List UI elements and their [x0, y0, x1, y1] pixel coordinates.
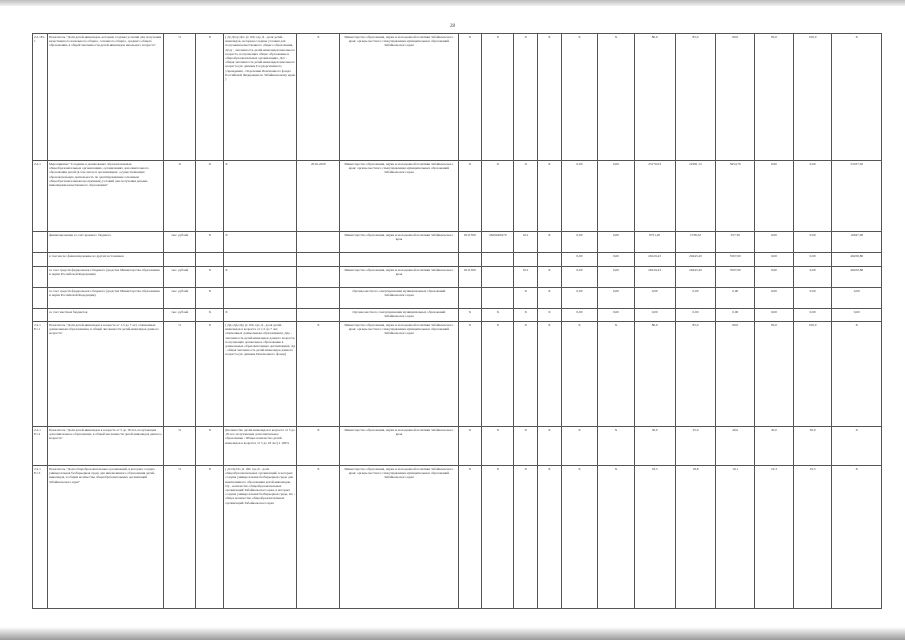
cell-formula: ( Д=Дсоу/Дсо )x 100, где Д - доля детей-инвалидов, которым созданы условия для получения качественного общего образования, Дсоу - численность детей-инвалидов школьного возраста, получающих общее образование в общеобразовательных организациях, Дсо - общая численность детей-инвалидов школьного возраста (по данным Государственного учреждения - Отделения Пенсионного фонда Российской Федерации по Забайкальскому краю ) — [224, 34, 297, 161]
cell-c11: X — [538, 267, 562, 288]
table-row — [33, 288, 882, 309]
cell-c8: 0211500 — [458, 232, 482, 253]
cell-code — [33, 309, 48, 322]
cell-c4: X — [196, 288, 224, 309]
cell-executor: Министерство образования, науки и молодежной политики Забайкальского края — [340, 427, 458, 466]
cell-c8: X — [458, 161, 482, 232]
cell-formula — [224, 288, 297, 309]
cell-c10 — [514, 253, 538, 267]
cell-v4: 0,00 — [755, 232, 794, 253]
cell-total: 10647,09 — [832, 232, 882, 253]
cell-c4 — [196, 253, 224, 267]
cell-name: за счет средств федерального бюджета (средства Министерства образования и науки Российской Федерации) — [48, 288, 164, 309]
cell-c4: X — [196, 267, 224, 288]
cell-c8: X — [458, 322, 482, 427]
cell-c11: X — [538, 309, 562, 322]
cell-c12: 0,00 — [561, 309, 598, 322]
cell-c8 — [458, 288, 482, 309]
cell-c9: X — [482, 161, 514, 232]
cell-v4: 0,00 — [755, 253, 794, 267]
cell-c10: X — [514, 34, 538, 161]
cell-c13: 0,00 — [598, 161, 635, 232]
cell-total: 0,00 — [832, 288, 882, 309]
cell-code: 2.2.1 E1.3 — [33, 466, 48, 609]
cell-c10: X — [514, 427, 538, 466]
cell-period — [297, 267, 340, 288]
cell-c11: X — [538, 34, 562, 161]
cell-formula: X — [224, 161, 297, 232]
cell-v3: 0,00 — [716, 309, 755, 322]
cell-c4: X — [196, 466, 224, 609]
cell-unit: X — [164, 161, 196, 232]
cell-executor: Министерство образования, науки и молодежной политики Забайкальского края; органы местного самоуправления муниципальных образований Забайкальского края — [340, 161, 458, 232]
cell-executor: Министерство образования, науки и молодежной политики Забайкальского края — [340, 267, 458, 288]
table-row — [33, 161, 882, 232]
cell-v5: 0,00 — [793, 309, 832, 322]
cell-name: за счет средств федерального бюджета (средства Министерства образования и науки Российской Федерации) — [48, 267, 164, 288]
cell-c9: X — [482, 309, 514, 322]
cell-c8: X — [458, 427, 482, 466]
cell-v1: 0,00 — [634, 288, 675, 309]
table-row — [33, 267, 882, 288]
cell-v4: 95,0 — [755, 34, 794, 161]
page-number: 28 — [450, 24, 455, 29]
cell-v2: 21981,72 — [675, 161, 716, 232]
cell-v1: 26419,43 — [634, 267, 675, 288]
cell-c4: X — [196, 34, 224, 161]
cell-v4: 0,00 — [755, 288, 794, 309]
cell-c12: 0,00 — [561, 267, 598, 288]
cell-v5: 0,00 — [793, 161, 832, 232]
cell-unit: тыс. рублей — [164, 309, 196, 322]
cell-v3: 0,00 — [716, 288, 755, 309]
cell-c12: X — [561, 322, 598, 427]
cell-executor: Министерство образования, науки и молодежной политики Забайкальского края; органы местного самоуправления муниципальных образований Забайкальского края — [340, 322, 458, 427]
cell-c4: X — [196, 232, 224, 253]
table-row — [33, 322, 882, 427]
cell-code — [33, 253, 48, 267]
cell-v4: 0,00 — [755, 161, 794, 232]
cell-total: 46459,86 — [832, 253, 882, 267]
cell-executor: Министерство образования, науки и молодежной политики Забайкальского края; органы местного самоуправления муниципальных образований Забайкальского края — [340, 34, 458, 161]
cell-total: X — [832, 427, 882, 466]
cell-v5: 0,00 — [793, 267, 832, 288]
cell-unit: % — [164, 322, 196, 427]
cell-c4: X — [196, 161, 224, 232]
cell-c9 — [482, 253, 514, 267]
cell-executor: Органы местного самоуправления муниципальных образований Забайкальского края — [340, 288, 458, 309]
cell-v3: 90,0 — [716, 322, 755, 427]
cell-v2: 20443,20 — [675, 253, 716, 267]
cell-formula: X — [224, 267, 297, 288]
cell-v2: 20443,20 — [675, 267, 716, 288]
cell-executor: Министерство образования, науки и молодежной политики Забайкальского края; органы местного самоуправления муниципальных образований Забайкальского края — [340, 466, 458, 609]
scan-top-edge — [0, 0, 905, 6]
cell-v5: 19,5 — [793, 466, 832, 609]
cell-v3: 5954,70 — [716, 161, 755, 232]
cell-code: 2.2.1 — [33, 161, 48, 232]
cell-c9 — [482, 267, 514, 288]
cell-total: X — [832, 322, 882, 427]
cell-code: 2.2.1 E1.2 — [33, 427, 48, 466]
cell-c13: X — [598, 34, 635, 161]
cell-v4: 19,3 — [755, 466, 794, 609]
cell-v2: 85,0 — [675, 34, 716, 161]
cell-v4: 95,0 — [755, 322, 794, 427]
cell-v2: 0,00 — [675, 309, 716, 322]
cell-c10: X — [514, 466, 538, 609]
cell-v4: 0,00 — [755, 267, 794, 288]
cell-formula: ( Д=Оу/Оо )x 100, где Д - доля общеобразовательных организаций, в которых создана универсальная безбарьерная среда для инклюзивного образования детей-инвалидов, Оу - количество общеобразовательных организаций Забайкальского края, в которых создана универсальная безбарьерная среда, Оо - общее количество общеобразовательных организаций Забайкальского края — [224, 466, 297, 609]
cell-c11: X — [538, 232, 562, 253]
cell-c10: X — [514, 288, 538, 309]
cell-unit: % — [164, 34, 196, 161]
cell-c13: X — [598, 322, 635, 427]
cell-code — [33, 288, 48, 309]
cell-c12: X — [561, 466, 598, 609]
cell-name: Показатель "Доля детей-инвалидов, которым созданы условия для получения качественного начального общего, основного общего, среднего общего образования, в общей численности детей-инвалидов школьного возраста" — [48, 34, 164, 161]
cell-name: Показатель "Доля детей-инвалидов в возрасте от 1,5 до 7 лет, охваченных дошкольным образованием, в общей численности детей-инвалидов данного возраста" — [48, 322, 164, 427]
cell-v3: 357,36 — [716, 232, 755, 253]
cell-period: 2016-2020 — [297, 161, 340, 232]
cell-v5: 0,00 — [793, 232, 832, 253]
cell-v2: 0,00 — [675, 288, 716, 309]
cell-v1: 26419,43 — [634, 253, 675, 267]
cell-formula: (Количество детей-инвалидов в возрасте от 5 до 18 лет, получающих дополнительное образование / Общее количество детей-инвалидов в возрасте от 5 до 18 лет) х 100% — [224, 427, 297, 466]
cell-c13: 0,00 — [598, 288, 635, 309]
cell-c12: 0,00 — [561, 253, 598, 267]
cell-period — [297, 253, 340, 267]
cell-name: Показатель "Доля детей-инвалидов в возрасте от 5 до 18 лет, получающих дополнительное образование, в общей численности детей-инвалидов данного возраста" — [48, 427, 164, 466]
cell-v5: 0,00 — [793, 288, 832, 309]
cell-v3: 19,1 — [716, 466, 755, 609]
cell-formula: ( Дд=Ддо/Дд )x 100, где Д - доля детей-инвалидов в возрасте от 1,5 до 7 лет, охваченных дошкольным образованием, Ддо - численность детей-инвалидов данного возраста, получающих дошкольное образование в дошкольных образовательных организациях, Дд - общая численность детей-инвалидов данного возраста (по данным Пенсионного фонда) — [224, 322, 297, 427]
cell-executor — [340, 253, 458, 267]
cell-code: 2.2.1E1.1 — [33, 34, 48, 161]
cell-name: в том числе: финансирование из других источников — [48, 253, 164, 267]
cell-c13: X — [598, 427, 635, 466]
cell-c13: 0,00 — [598, 309, 635, 322]
scan-bottom-edge — [0, 627, 905, 640]
cell-v1: 25170,03 — [634, 161, 675, 232]
cell-unit: % — [164, 466, 196, 609]
cell-v2: 35,0 — [675, 427, 716, 466]
cell-c11: X — [538, 288, 562, 309]
cell-total: X — [832, 466, 882, 609]
cell-c12: X — [561, 34, 598, 161]
cell-c13: 0,00 — [598, 253, 635, 267]
cell-c12: 0,00 — [561, 232, 598, 253]
cell-c10: X — [514, 161, 538, 232]
cell-code — [33, 232, 48, 253]
cell-c12: X — [561, 427, 598, 466]
cell-c4: X — [196, 427, 224, 466]
cell-name: за счет местных бюджетов — [48, 309, 164, 322]
cell-v1: 30,0 — [634, 427, 675, 466]
cell-name: Мероприятие "Создание в дошкольных образовательных, общеобразовательных организациях, организациях дополнительного образования детей (в том числе в организациях, осуществляющих образовательную деятельность по адаптированным основным общеобразовательным программам) условий для получения детьми-инвалидами качественного образования" — [48, 161, 164, 232]
program-table — [32, 33, 882, 609]
cell-c11: X — [538, 427, 562, 466]
cell-c8: 0211500 — [458, 267, 482, 288]
cell-v4: 45,0 — [755, 427, 794, 466]
cell-v2: 1538,32 — [675, 232, 716, 253]
cell-unit: тыс. рублей — [164, 232, 196, 253]
cell-v3: 90,0 — [716, 34, 755, 161]
cell-v2: 85,0 — [675, 322, 716, 427]
cell-period: X — [297, 322, 340, 427]
cell-v1: 80,0 — [634, 34, 675, 161]
cell-c9: X — [482, 34, 514, 161]
cell-v1: 18,5 — [634, 466, 675, 609]
cell-v1: 8751,20 — [634, 232, 675, 253]
cell-v4: 0,00 — [755, 309, 794, 322]
cell-c9: X — [482, 427, 514, 466]
cell-v5: 50,0 — [793, 427, 832, 466]
table-row — [33, 466, 882, 609]
cell-c10: X — [514, 322, 538, 427]
cell-period — [297, 288, 340, 309]
cell-period: X — [297, 34, 340, 161]
cell-v5: 100,0 — [793, 34, 832, 161]
cell-name: Показатель "Доля общеобразовательных организаций, в которых создана универсальная безбарьерная среда для инклюзивного образования детей-инвалидов, в общем количестве общеобразовательных организаций Забайкальского края" — [48, 466, 164, 609]
cell-v1: 0,00 — [634, 309, 675, 322]
cell-code: 2.2.1 E1.1 — [33, 322, 48, 427]
table-row — [33, 253, 882, 267]
cell-period: X — [297, 427, 340, 466]
table-row — [33, 232, 882, 253]
cell-v3: 40,0 — [716, 427, 755, 466]
cell-c4: X — [196, 322, 224, 427]
cell-c8: X — [458, 466, 482, 609]
cell-c10: X — [514, 309, 538, 322]
table-row — [33, 34, 882, 161]
cell-unit: тыс. рублей — [164, 288, 196, 309]
cell-unit — [164, 253, 196, 267]
cell-total: 0,00 — [832, 309, 882, 322]
cell-executor: Органы местного самоуправления муниципальных образований Забайкальского края — [340, 309, 458, 322]
cell-total: 46459,86 — [832, 267, 882, 288]
cell-c12: 0,00 — [561, 288, 598, 309]
cell-total: X — [832, 34, 882, 161]
cell-c9 — [482, 288, 514, 309]
cell-c12: 0,00 — [561, 161, 598, 232]
cell-c13: 0,00 — [598, 267, 635, 288]
cell-c4: X — [196, 309, 224, 322]
cell-c11: X — [538, 466, 562, 609]
table-row — [33, 309, 882, 322]
cell-c13: X — [598, 466, 635, 609]
cell-code — [33, 267, 48, 288]
cell-formula: X — [224, 232, 297, 253]
cell-c11: X — [538, 322, 562, 427]
cell-v3: 5597,00 — [716, 267, 755, 288]
cell-period: X — [297, 466, 340, 609]
cell-c10: 612 — [514, 232, 538, 253]
cell-c10: 612 — [514, 267, 538, 288]
cell-formula: X — [224, 309, 297, 322]
cell-executor: Министерство образования, науки и молодежной политики Забайкальского края — [340, 232, 458, 253]
cell-unit: % — [164, 427, 196, 466]
cell-unit: тыс. рублей — [164, 267, 196, 288]
cell-v5: 0,00 — [793, 253, 832, 267]
cell-name: финансирование за счет краевого бюджета — [48, 232, 164, 253]
cell-c8: X — [458, 309, 482, 322]
cell-period — [297, 232, 340, 253]
cell-v2: 18,8 — [675, 466, 716, 609]
cell-period — [297, 309, 340, 322]
cell-v1: 80,0 — [634, 322, 675, 427]
cell-c9: 26202R0270 — [482, 232, 514, 253]
cell-c8 — [458, 253, 482, 267]
cell-c9: X — [482, 466, 514, 609]
cell-c9: X — [482, 322, 514, 427]
cell-c11: X — [538, 161, 562, 232]
cell-formula — [224, 253, 297, 267]
cell-c8: X — [458, 34, 482, 161]
cell-v3: 5597,00 — [716, 253, 755, 267]
cell-c13: 0,00 — [598, 232, 635, 253]
cell-v5: 100,0 — [793, 322, 832, 427]
cell-c11 — [538, 253, 562, 267]
table-row — [33, 427, 882, 466]
cell-total: 53107,02 — [832, 161, 882, 232]
